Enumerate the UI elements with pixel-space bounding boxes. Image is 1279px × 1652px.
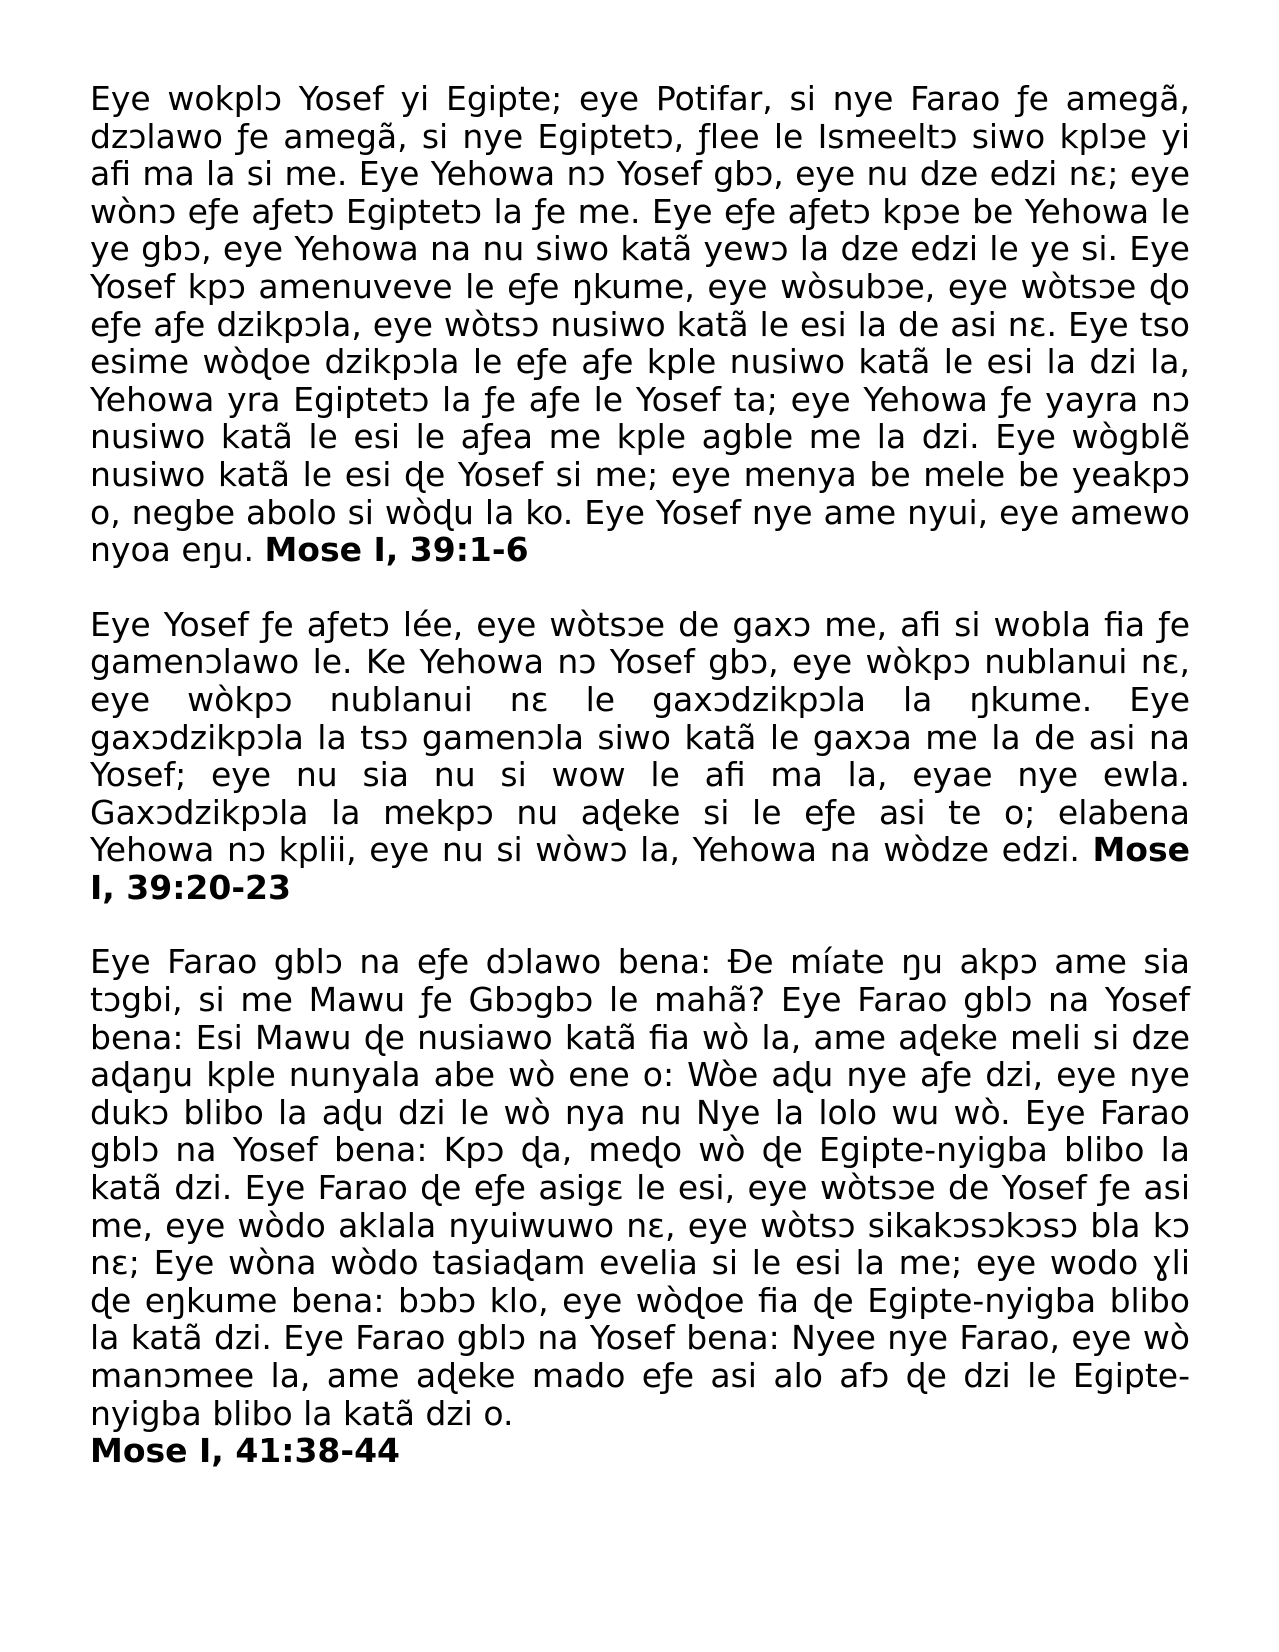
passage-genesis-39-20-23	[90, 606, 1190, 907]
passage-text: Eye Yosef ƒe aƒetɔ lée, eye wòtsɔe de gaxɔ me, afi si wobla fia ƒe gamenɔlawo le. Ke Yehowa nɔ Yosef gbɔ, eye wòkpɔ nublanui nɛ, eye wòkpɔ nublanui nɛ le gaxɔdzikpɔla la ŋkume. Eye gaxɔdzikpɔla la tsɔ gamenɔla siwo katã le gaxɔa me la de asi na Yosef; eye nu sia nu si wow le afi ma la, eyae nye ewla. Gaxɔdzikpɔla la mekpɔ nu aɖeke si le eƒe asi te o; elabena Yehowa nɔ kplii, eye nu si wòwɔ la, Yehowa na wòdze edzi.	[90, 604, 1190, 870]
scripture-reference: Mose I, 41:38-44	[90, 1431, 400, 1471]
passage-text: Eye wokplɔ Yosef yi Egipte; eye Potifar, si nye Farao ƒe amegã, dzɔlawo ƒe amegã, si nye Egiptetɔ, ƒlee le Ismeeltɔ siwo kplɔe yi afi ma la si me. Eye Yehowa nɔ Yosef gbɔ, eye nu dze edzi nɛ; eye wònɔ eƒe aƒetɔ Egiptetɔ la ƒe me. Eye eƒe aƒetɔ kpɔe be Yehowa le ye gbɔ, eye Yehowa na nu siwo katã yewɔ la dze edzi le ye si. Eye Yosef kpɔ amenuveve le eƒe ŋkume, eye wòsubɔe, eye wòtsɔe ɖo eƒe aƒe dzikpɔla, eye wòtsɔ nusiwo katã le esi la de asi nɛ. Eye tso esime wòɖoe dzikpɔla le eƒe aƒe kple nusiwo katã le esi la dzi la, Yehowa yra Egiptetɔ la ƒe aƒe le Yosef ta; eye Yehowa ƒe yayra nɔ nusiwo katã le esi le aƒea me kple agble me la dzi. Eye wògblẽ nusiwo katã le esi ɖe Yosef si me; eye menya be mele be yeakpɔ o, negbe abolo si wòɖu la ko. Eye Yosef nye ame nyui, eye amewo nyoa eŋu.	[90, 79, 1190, 570]
document-page	[90, 80, 1190, 1507]
passage-text: Eye Farao gblɔ na eƒe dɔlawo bena: Đe míate ŋu akpɔ ame sia tɔgbi, si me Mawu ƒe Gbɔgbɔ le mahã? Eye Farao gblɔ na Yosef bena: Esi Mawu ɖe nusiawo katã fia wò la, ame aɖeke meli si dze aɖaŋu kple nunyala abe wò ene o: Wòe aɖu nye aƒe dzi, eye nye dukɔ blibo la aɖu dzi le wò nya nu Nye la lolo wu wò. Eye Farao gblɔ na Yosef bena: Kpɔ ɖa, meɖo wò ɖe Egipte-nyigba blibo la katã dzi. Eye Farao ɖe eƒe asigɛ le esi, eye wòtsɔe de Yosef ƒe asi me, eye wòdo aklala nyuiwuwo nɛ, eye wòtsɔ sikakɔsɔkɔsɔ bla kɔ nɛ; Eye wòna wòdo tasiaɖam evelia si le esi la me; eye wodo ɣli ɖe eŋkume bena: bɔbɔ klo, eye wòɖoe fia ɖe Egipte-nyigba blibo la katã dzi. Eye Farao gblɔ na Yosef bena: Nyee nye Farao, eye wò manɔmee la, ame aɖeke mado eƒe asi alo afɔ ɖe dzi le Egipte-nyigba blibo la katã dzi o.	[90, 942, 1190, 1433]
scripture-reference: Mose I, 39:20-23	[90, 830, 1190, 907]
passage-genesis-41-38-44	[90, 943, 1190, 1469]
passage-genesis-39-1-6	[90, 80, 1190, 569]
scripture-reference: Mose I, 39:1-6	[264, 530, 529, 570]
